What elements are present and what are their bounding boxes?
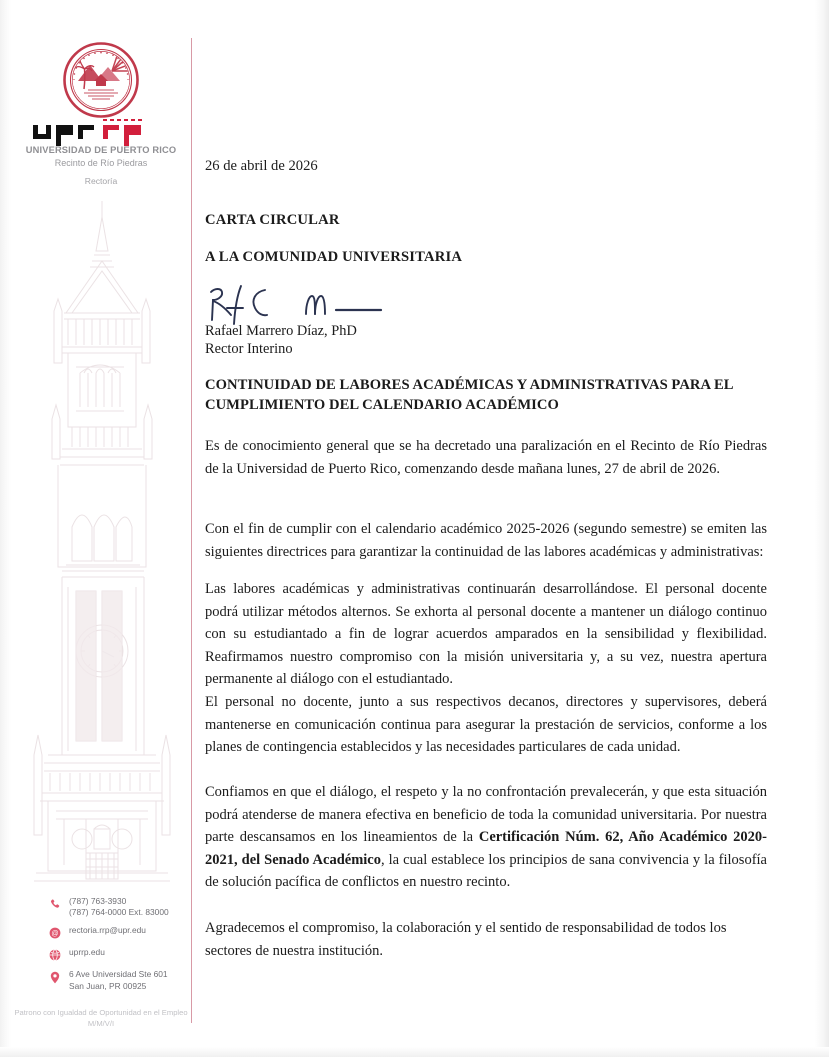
svg-text:@: @ [51,929,59,938]
address-lines [69,969,168,991]
email-address: rectoria.rrp@upr.edu [69,925,146,936]
contact-email[interactable] [48,925,198,940]
phone-icon [48,897,62,911]
email-icon [48,926,62,940]
upr-seal-icon [62,41,140,119]
institution-name: UNIVERSIDAD DE PUERTO RICO [25,145,177,155]
page-edge-right [815,0,829,1057]
letter-date: 26 de abril de 2026 [205,158,318,174]
signer-title: Rector Interino [205,341,293,357]
paragraph-5-before-bold: Confiamos en que el diálogo, el respeto y la no confrontación prevalecerán, y que esta situación podrá atenderse de manera efectiva en beneficio de toda la comunidad universitaria. Por nuestra parte descansamos en los lineamientos de la [205,784,767,846]
department-name: Rectoría [84,176,118,186]
letter-paragraph-3: Las labores académicas y administrativas continuarán desarrollándose. El personal docente podrá utilizar métodos alternos. Se exhorta al personal docente a mantener un diálogo continuo con su estudiantado a fin de lograr acuerdos amparados en la sensibilidad y flexibilidad. Reafirmamos nuestro compromiso con la misión universitaria y, a su vez, nuestra apertura permanente al diálogo con el estudiantado. [205,581,767,688]
uprrp-wordmark [12,116,190,146]
equal-opportunity-tagline: Patrono con Igualdad de Oportunidad en el Empleo M/M/V/I [14,1008,188,1028]
location-pin-icon [48,970,62,984]
page-edge-left [0,0,11,1057]
phone-lines [69,896,169,918]
certification-reference: Certificación Núm. 62, Año Académico 2020-2021, del Senado Académico [205,829,767,868]
vertical-divider [191,38,192,1023]
address-line-1: 6 Ave Universidad Ste 601 [69,969,168,980]
letter-heading-audience: A LA COMUNIDAD UNIVERSITARIA [205,249,463,265]
campus-name: Recinto de Río Piedras [54,158,148,168]
paragraph-5-after-bold: , la cual establece los principios de sana convivencia y la filosofía de solución pacífica de conflictos en nuestro recinto. [205,851,767,891]
letter-paragraph-1: Es de conocimiento general que se ha decretado una paralización en el Recinto de Río Piedras de la Universidad de Puerto Rico, comenzando desde mañana lunes, 27 de abril de 2026. [205,438,767,477]
globe-icon [48,948,62,962]
letter-heading-primary: CARTA CIRCULAR [205,212,340,228]
phone-line-2: (787) 764-0000 Ext. 83000 [69,907,169,918]
letter-paragraph-5 [205,781,767,894]
letterhead-sidebar [12,0,190,1057]
contact-website[interactable] [48,947,198,962]
phone-line-1: (787) 763-3930 [69,896,127,906]
website-url: uprrp.edu [69,947,105,958]
clock-tower-watermark [28,195,176,885]
letter-paragraph-6: Agradecemos el compromiso, la colaboración y el sentido de responsabilidad de todos los sectores de nuestra institución. [205,920,727,959]
letter-paragraph-2: Con el fin de cumplir con el calendario académico 2025-2026 (segundo semestre) se emiten las siguientes directrices para garantizar la continuidad de las labores académicas y administrativas: [205,521,767,560]
contact-phone[interactable] [48,896,198,918]
signer-name: Rafael Marrero Díaz, PhD [205,323,357,339]
contact-address[interactable] [48,969,198,991]
letter-paragraph-4: El personal no docente, junto a sus respectivos decanos, directores y supervisores, deberá mantenerse en comunicación continua para asegurar la prestación de servicios, conforme a los planes de contingencia establecidos y las necesidades particulares de cada unidad. [205,694,767,756]
address-line-2: San Juan, PR 00925 [69,980,147,991]
contact-list [48,896,198,999]
letter-subject: CONTINUIDAD DE LABORES ACADÉMICAS Y ADMINISTRATIVAS PARA EL CUMPLIMIENTO DEL CALENDARIO ACADÉMICO [205,377,733,413]
handwritten-signature [205,282,395,326]
